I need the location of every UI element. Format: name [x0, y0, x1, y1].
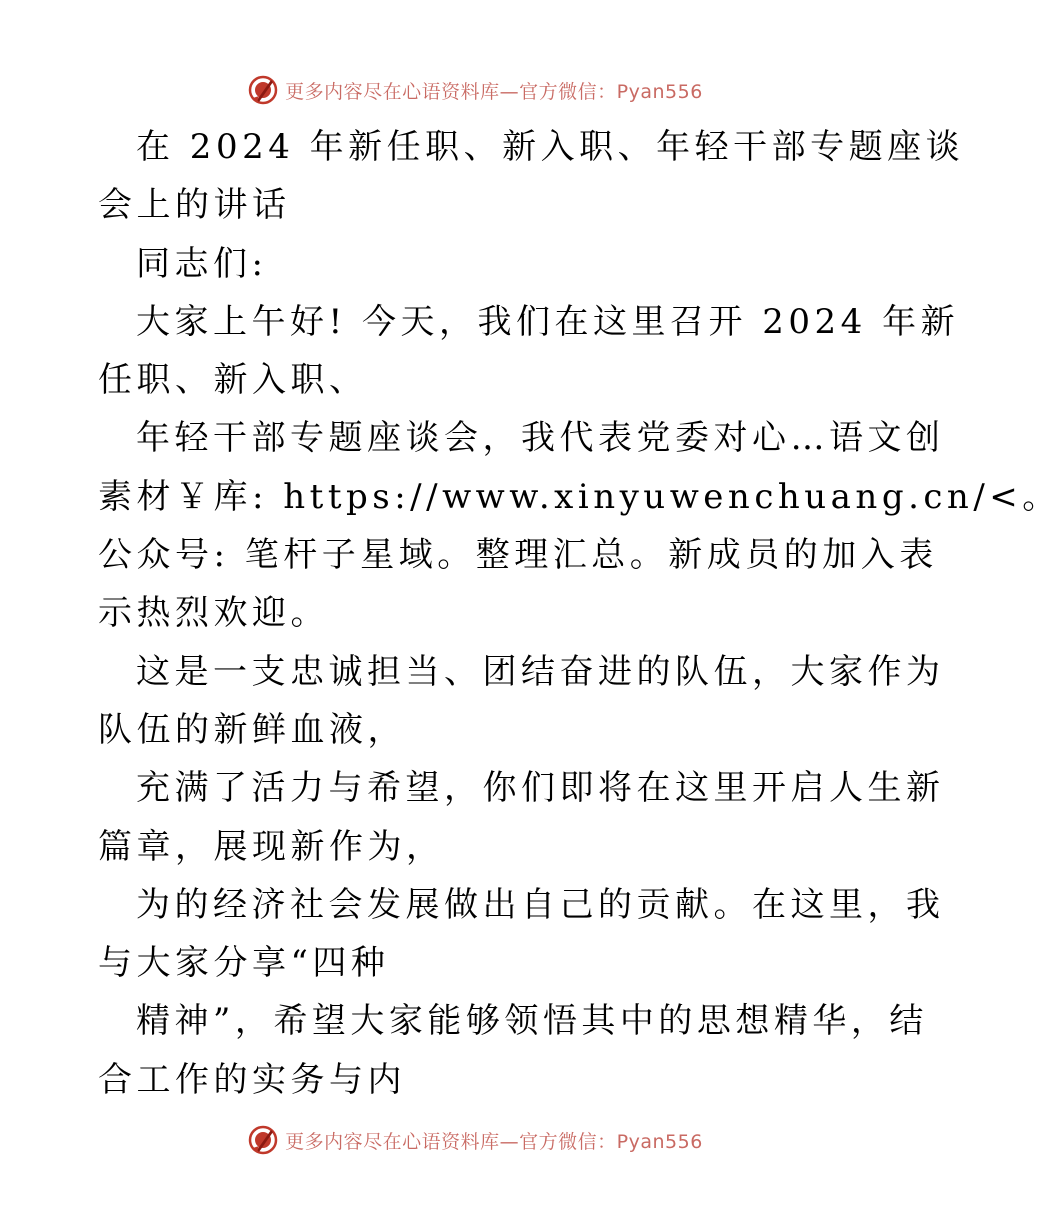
footer-banner-text: 更多内容尽在心语资料库—官方微信：Pyan556	[285, 1130, 703, 1153]
paragraph-line: 与大家分享“四种	[98, 943, 390, 984]
paragraph-line: 篇章，展现新作为，	[98, 826, 445, 867]
paragraph-line: 为的经济社会发展做出自己的贡献。在这里，我	[136, 884, 945, 925]
paragraph-line: 队伍的新鲜血液，	[98, 709, 406, 750]
header-banner-text: 更多内容尽在心语资料库—官方微信：Pyan556	[285, 80, 703, 103]
paragraph-line: 充满了活力与希望，你们即将在这里开启人生新	[136, 768, 945, 809]
title-line-2: 会上的讲话	[98, 185, 291, 226]
quill-seal-icon	[247, 74, 279, 106]
header-banner	[0, 70, 950, 110]
paragraph-line: 年轻干部专题座谈会，我代表党委对心…语文创	[136, 418, 945, 459]
salutation: 同志们:	[136, 243, 268, 284]
quill-seal-icon	[247, 1124, 279, 1156]
paragraph-line: 大家上午好! 今天，我们在这里召开 2024 年新	[136, 301, 960, 342]
paragraph-line: 示热烈欢迎。	[98, 593, 329, 634]
paragraph-line: 公众号: 笔杆子星域。整理汇总。新成员的加入表	[98, 535, 938, 576]
title-line-1: 在 2024 年新任职、新入职、年轻干部专题座谈	[136, 127, 965, 167]
footer-banner	[0, 1120, 950, 1160]
paragraph-line: 合工作的实务与内	[98, 1059, 406, 1100]
paragraph-line: 精神”，希望大家能够领悟其中的思想精华，结	[136, 1001, 928, 1042]
document-body	[98, 118, 1061, 1109]
paragraph-line: 任职、新入职、	[98, 360, 368, 401]
paragraph-line: 素材￥库: https://www.xinyuwenchuang.cn/<。	[98, 476, 1061, 517]
paragraph-line: 这是一支忠诚担当、团结奋进的队伍，大家作为	[136, 651, 945, 692]
